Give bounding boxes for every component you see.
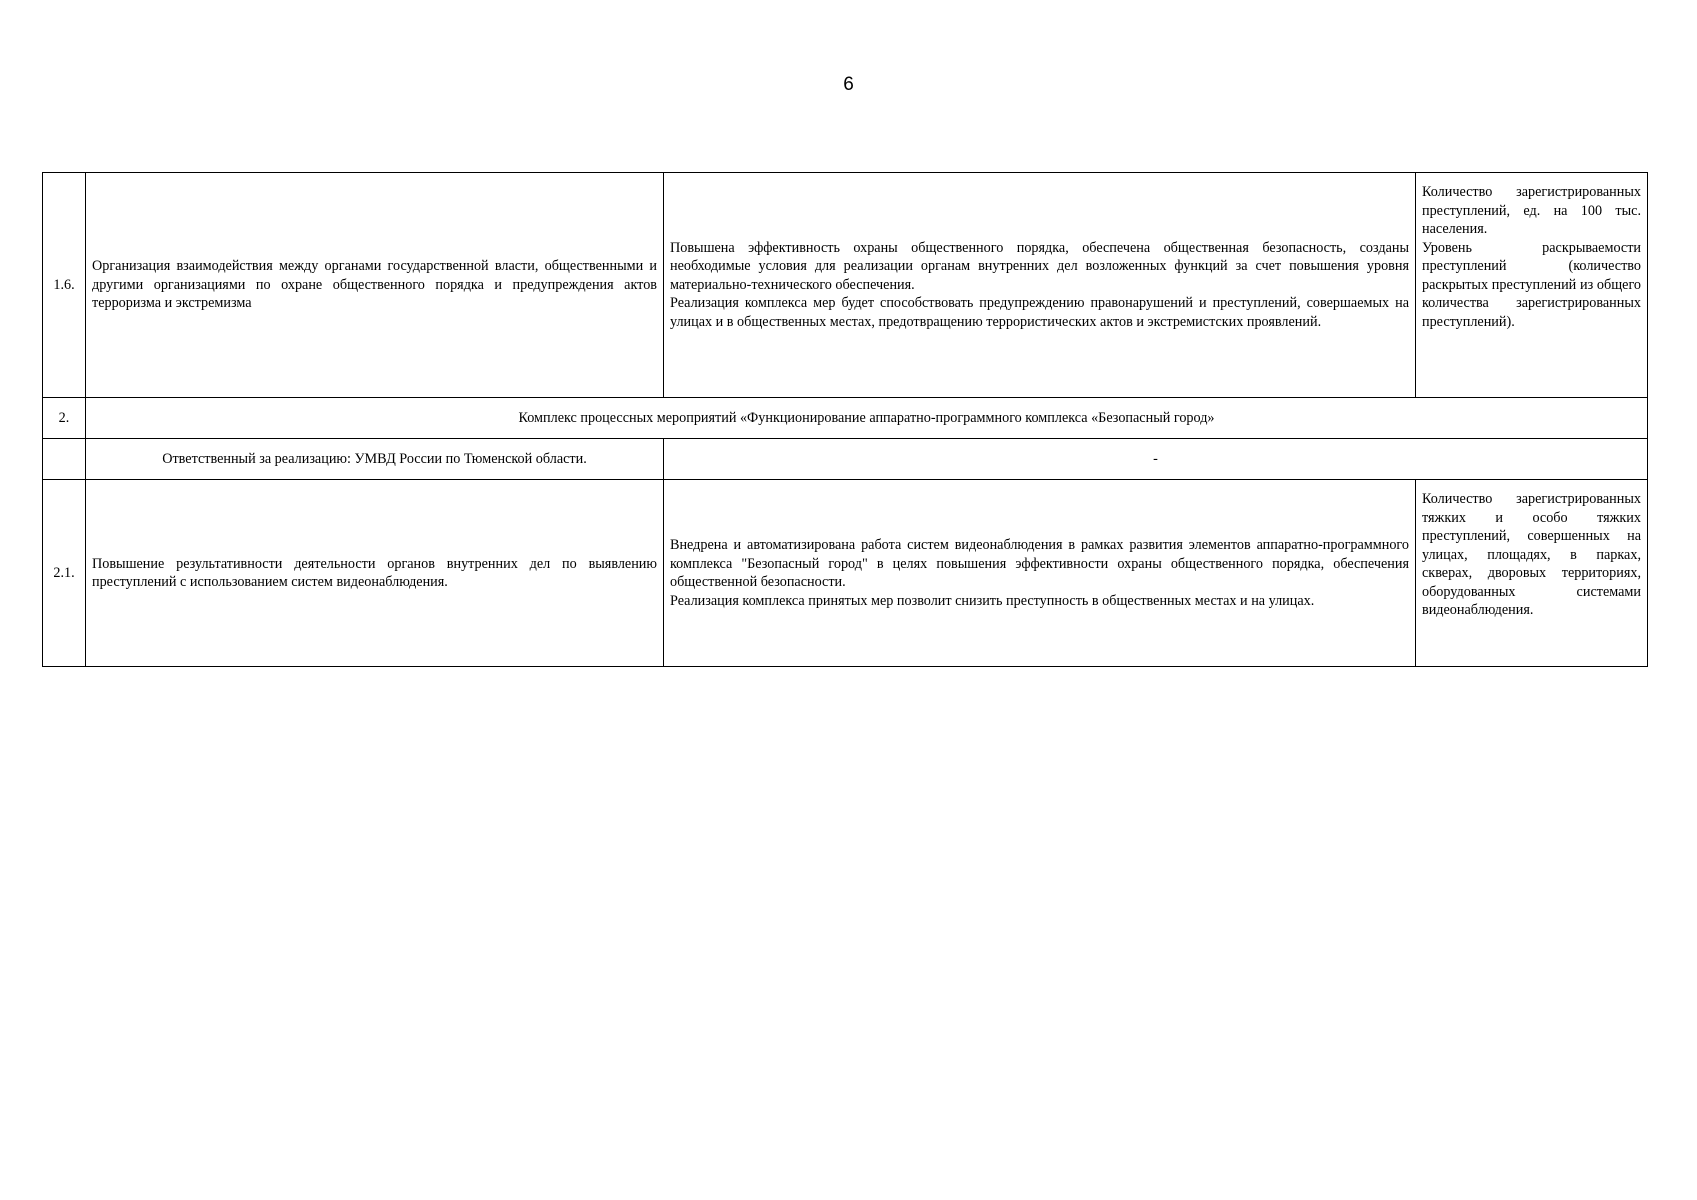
section-title-cell: Комплекс процессных мероприятий «Функционирование аппаратно-программного комплекса «Безопасный город» bbox=[86, 398, 1648, 439]
table-row-responsible bbox=[43, 439, 1648, 480]
responsible-value-cell: - bbox=[664, 439, 1648, 480]
empty-cell bbox=[43, 439, 86, 480]
expected-result-paragraph: Повышена эффективность охраны общественного порядка, обеспечена общественная безопасность, созданы необходимые условия для реализации органам внутренних дел возложенных функций за счет повышения уровня материально-технического обеспечения. bbox=[670, 239, 1409, 293]
indicator-cell bbox=[1416, 173, 1648, 398]
indicator-cell bbox=[1416, 480, 1648, 667]
page-number: 6 bbox=[843, 74, 854, 95]
measures-table bbox=[42, 172, 1648, 667]
expected-result-cell bbox=[664, 173, 1416, 398]
indicator-paragraph: Количество зарегистрированных тяжких и особо тяжких преступлений, совершенных на улицах, площадях, в парках, скверах, дворовых территориях, оборудованных системами видеонаблюдения. bbox=[1422, 491, 1641, 618]
expected-result-paragraph: Внедрена и автоматизирована работа систем видеонаблюдения в рамках развития элементов аппаратно-программного комплекса "Безопасный город" в целях повышения эффективности охраны общественного порядка, обеспечения общественной безопасности. bbox=[670, 537, 1409, 590]
row-number-cell: 1.6. bbox=[43, 173, 86, 398]
row-number-cell: 2. bbox=[43, 398, 86, 439]
row-number-cell: 2.1. bbox=[43, 480, 86, 667]
expected-result-paragraph: Реализация комплекса принятых мер позволит снизить преступность в общественных местах и на улицах. bbox=[670, 592, 1315, 609]
responsible-label-cell: Ответственный за реализацию: УМВД России по Тюменской области. bbox=[86, 439, 664, 480]
expected-result-cell bbox=[664, 480, 1416, 667]
table-row-2-1 bbox=[43, 480, 1648, 667]
indicator-paragraph: Количество зарегистрированных преступлений, ед. на 100 тыс. населения. bbox=[1422, 184, 1641, 237]
indicator-paragraph: Уровень раскрываемости преступлений (количество раскрытых преступлений из общего количества зарегистрированных преступлений). bbox=[1422, 239, 1641, 330]
expected-result-paragraph: Реализация комплекса мер будет способствовать предупреждению правонарушений и преступлений, совершаемых на улицах и в общественных местах, предотвращению террористических актов и экстремистских проявлений. bbox=[670, 295, 1409, 330]
measure-name-cell: Повышение результативности деятельности органов внутренних дел по выявлению преступлений с использованием систем видеонаблюдения. bbox=[86, 480, 664, 667]
table-row-1-6 bbox=[43, 173, 1648, 398]
measure-name-cell: Организация взаимодействия между органами государственной власти, общественными и другими организациями по охране общественного порядка и предупреждения актов терроризма и экстремизма bbox=[86, 173, 664, 398]
table-row-section-2 bbox=[43, 398, 1648, 439]
